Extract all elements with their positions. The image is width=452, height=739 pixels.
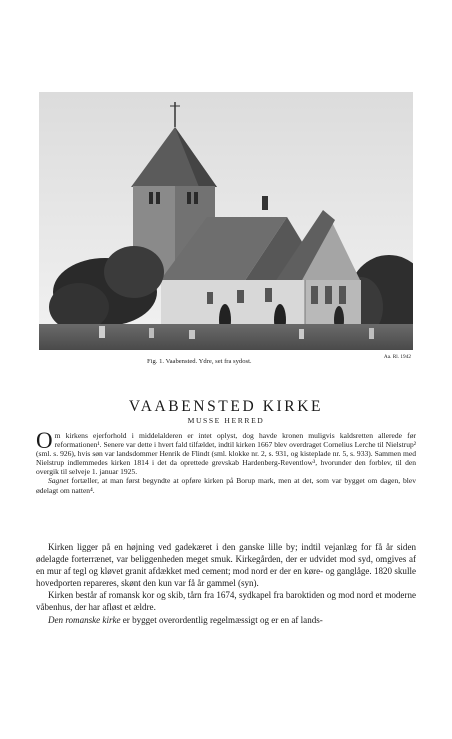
photo-credit: Aa. Rl. 1942 — [383, 354, 411, 360]
drop-cap: O — [36, 428, 53, 453]
body-section — [36, 541, 416, 626]
body-paragraph-3-lead: Den romanske kirke — [48, 614, 121, 625]
figure-caption-row — [39, 354, 413, 367]
church-photograph — [39, 92, 413, 350]
intro-paragraph-2-lead: Sagnet — [48, 476, 69, 486]
figure-caption: Fig. 1. Vaabensted. Ydre, set fra sydost. — [147, 358, 252, 365]
body-paragraph-3 — [36, 614, 416, 626]
body-paragraph-3-text: er bygget overordentlig regelmæssigt og er en af lands- — [120, 614, 323, 625]
body-paragraph-2: Kirken består af romansk kor og skib, tårn fra 1674, sydkapel fra baroktiden og mod nord et moderne våbenhus, der har afløst et ældre. — [36, 590, 416, 613]
body-paragraph-1: Kirken ligger på en højning ved gadekæret i den ganske lille by; indtil vejanlæg for få år siden ødelagde forterrænet, var beliggenheden meget smuk. Kirkegården, der er udvidet mod syd, omgives af en mur af tegl og kløvet granit afdækket med cement; mod nord er der en køre- og ganglåge. 1820 skulle hovedporten repareres, skønt den kun var få år gammel (syn). — [36, 542, 416, 589]
page-title: VAABENSTED KIRKE — [128, 398, 324, 415]
intro-paragraph-1 — [36, 428, 416, 477]
intro-paragraph-2-text: fortæller, at man først begyndte at opføre kirken på Borup mark, men at det, som var bygget om dagen, blev ødelagt om natten⁴. — [36, 476, 416, 495]
intro-paragraph-2 — [36, 476, 416, 494]
intro-section — [36, 428, 416, 495]
intro-paragraph-1-text: m kirkens ejerforhold i middelalderen er intet oplyst, dog havde kronen muligvis kaldsretten allerede før reformationen¹. Senere var dette i hvert fald tilfældet, indtil kirken 1667 blev overdraget Cornelius Lerche til Nielstrup² (sml. s. 926), hvis søn var landsdommer Henrik de Flindt (sml. klokke nr. 2, s. 931, og kisteplade nr. 5, s. 933). Sammen med Nielstrup indlemmedes kirken 1814 i det da oprettede grevskab Hardenberg-Reventlow³, hvorunder den forblev, til den overgik til selveje 1. januar 1925. — [36, 431, 416, 477]
page-subtitle: MUSSE HERRED — [187, 416, 265, 425]
